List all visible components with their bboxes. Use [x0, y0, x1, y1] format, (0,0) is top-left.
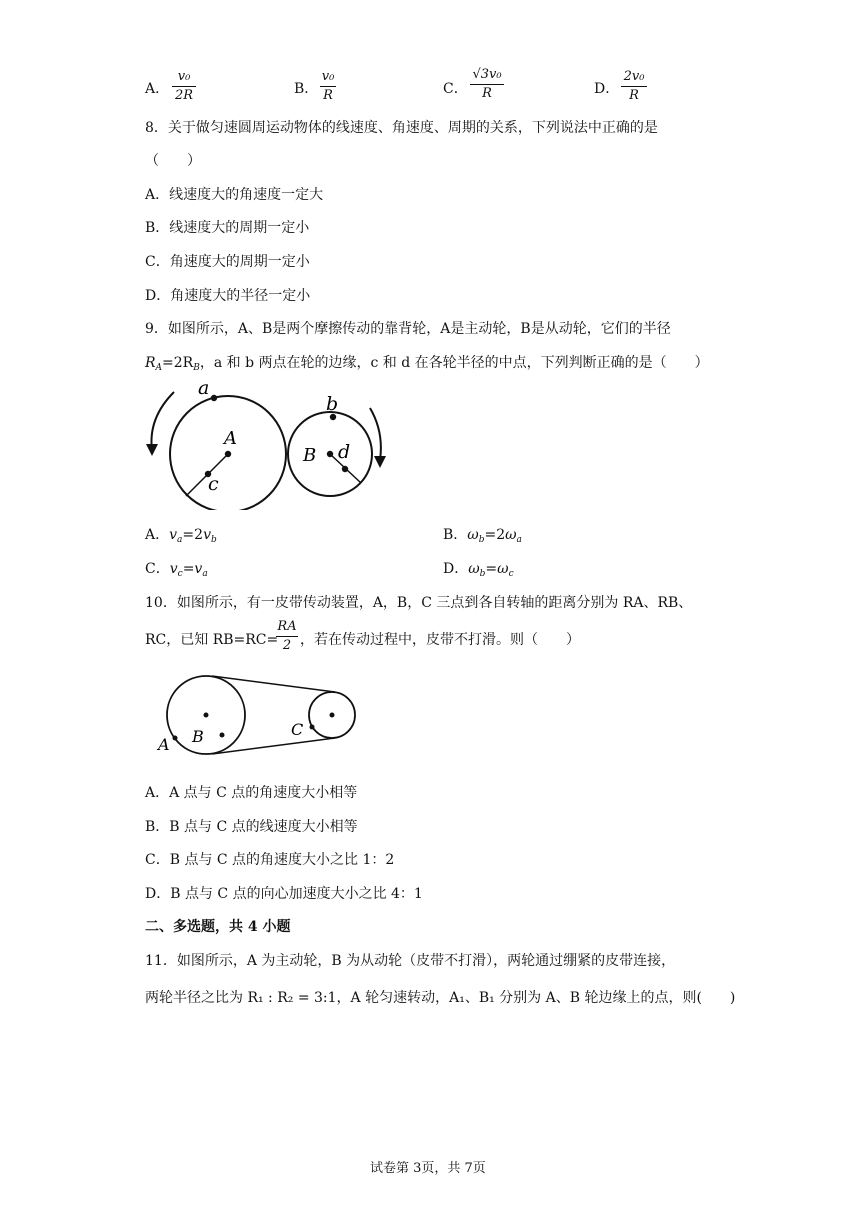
q7-option-b-fraction: v₀ R — [321, 69, 335, 103]
label-a: a — [198, 378, 210, 399]
q7-option-b-label: B． — [294, 81, 319, 97]
q7-option-c-fraction: √3v₀ R — [470, 68, 504, 101]
label-center-a: A — [224, 428, 237, 449]
q7-option-d-label: D． — [594, 81, 620, 97]
point-c-dot — [310, 725, 315, 730]
label-a: A — [158, 735, 170, 754]
q8-option-d: D．角速度大的半径一定小 — [145, 288, 311, 304]
point-d — [342, 466, 348, 472]
center-a — [225, 451, 231, 457]
large-pulley-center — [204, 713, 209, 718]
point-a-dot — [173, 736, 178, 741]
point-b-dot — [220, 733, 225, 738]
q9-option-c: C．$v_c=v_a$ — [145, 561, 208, 579]
q9-option-a: A．$v_a=2v_b$ — [145, 527, 217, 545]
small-pulley-center — [330, 713, 335, 718]
q10-option-a: A．A 点与 C 点的角速度大小相等 — [145, 785, 358, 801]
q9-stem-line2: $R_A=2R_B$，a 和 b 两点在轮的边缘，c 和 d 在各轮半径的中点，下列判断正确的是（ ） — [145, 355, 709, 373]
q10-fraction: RA 2 — [277, 619, 297, 653]
rotation-arrowhead-b — [374, 456, 386, 468]
q7-option-a-fraction: v₀ 2R — [172, 70, 196, 103]
point-a — [211, 395, 217, 401]
label-b: b — [326, 393, 339, 415]
q8-option-a: A．线速度大的角速度一定大 — [145, 187, 324, 203]
q9-friction-wheels-figure — [140, 378, 400, 510]
q10-belt-drive-figure — [152, 672, 372, 762]
q10-option-c: C．B 点与 C 点的角速度大小之比 1：2 — [145, 852, 395, 868]
label-c: c — [208, 473, 219, 495]
section-heading: 二、多选题，共 4 小题 — [145, 919, 291, 935]
rotation-arrowhead-a — [146, 444, 158, 456]
q8-option-b: B．线速度大的周期一定小 — [145, 220, 310, 236]
q8-option-c: C．角速度大的周期一定小 — [145, 254, 310, 270]
q8-stem: 8．关于做匀速圆周运动物体的线速度、角速度、周期的关系，下列说法中正确的是 — [145, 120, 658, 136]
q10-stem-line2-pre: RC，已知 RB=RC= — [145, 632, 279, 648]
q9-option-d: D．$\omega_b=\omega_c$ — [443, 561, 514, 579]
q8-bracket: （ ） — [145, 153, 201, 169]
label-c: C — [291, 720, 304, 739]
q10-stem-line1: 10．如图所示，有一皮带传动装置，A，B，C 三点到各自转轴的距离分别为 RA、RB、 — [145, 595, 693, 611]
q10-option-d: D．B 点与 C 点的向心加速度大小之比 4：1 — [145, 886, 423, 902]
q10-stem-line2-post: ，若在传动过程中，皮带不打滑。则（ ） — [300, 632, 580, 648]
q7-option-d-fraction: 2v₀ R — [621, 70, 647, 103]
q10-option-b: B．B 点与 C 点的线速度大小相等 — [145, 819, 358, 835]
q7-option-c-label: C． — [443, 81, 468, 97]
q9-option-b: B．$\omega_b=2\omega_a$ — [443, 527, 522, 545]
label-d: d — [338, 441, 351, 463]
q11-stem-line2: 两轮半径之比为 R₁ : R₂ = 3:1，A 轮匀速转动，A₁、B₁ 分别为 A、B 轮边缘上的点，则( ) — [145, 990, 736, 1006]
q7-option-a-label: A． — [145, 81, 170, 97]
q9-stem-line1: 9．如图所示，A、B是两个摩擦传动的靠背轮，A是主动轮，B是从动轮，它们的半径 — [145, 321, 671, 337]
page-footer: 试卷第 3页，共 7页 — [370, 1161, 486, 1176]
q11-stem-line1: 11．如图所示，A 为主动轮，B 为从动轮（皮带不打滑），两轮通过绷紧的皮带连接， — [145, 953, 676, 969]
label-center-b: B — [303, 445, 317, 466]
center-b — [327, 451, 333, 457]
label-b: B — [192, 727, 204, 746]
